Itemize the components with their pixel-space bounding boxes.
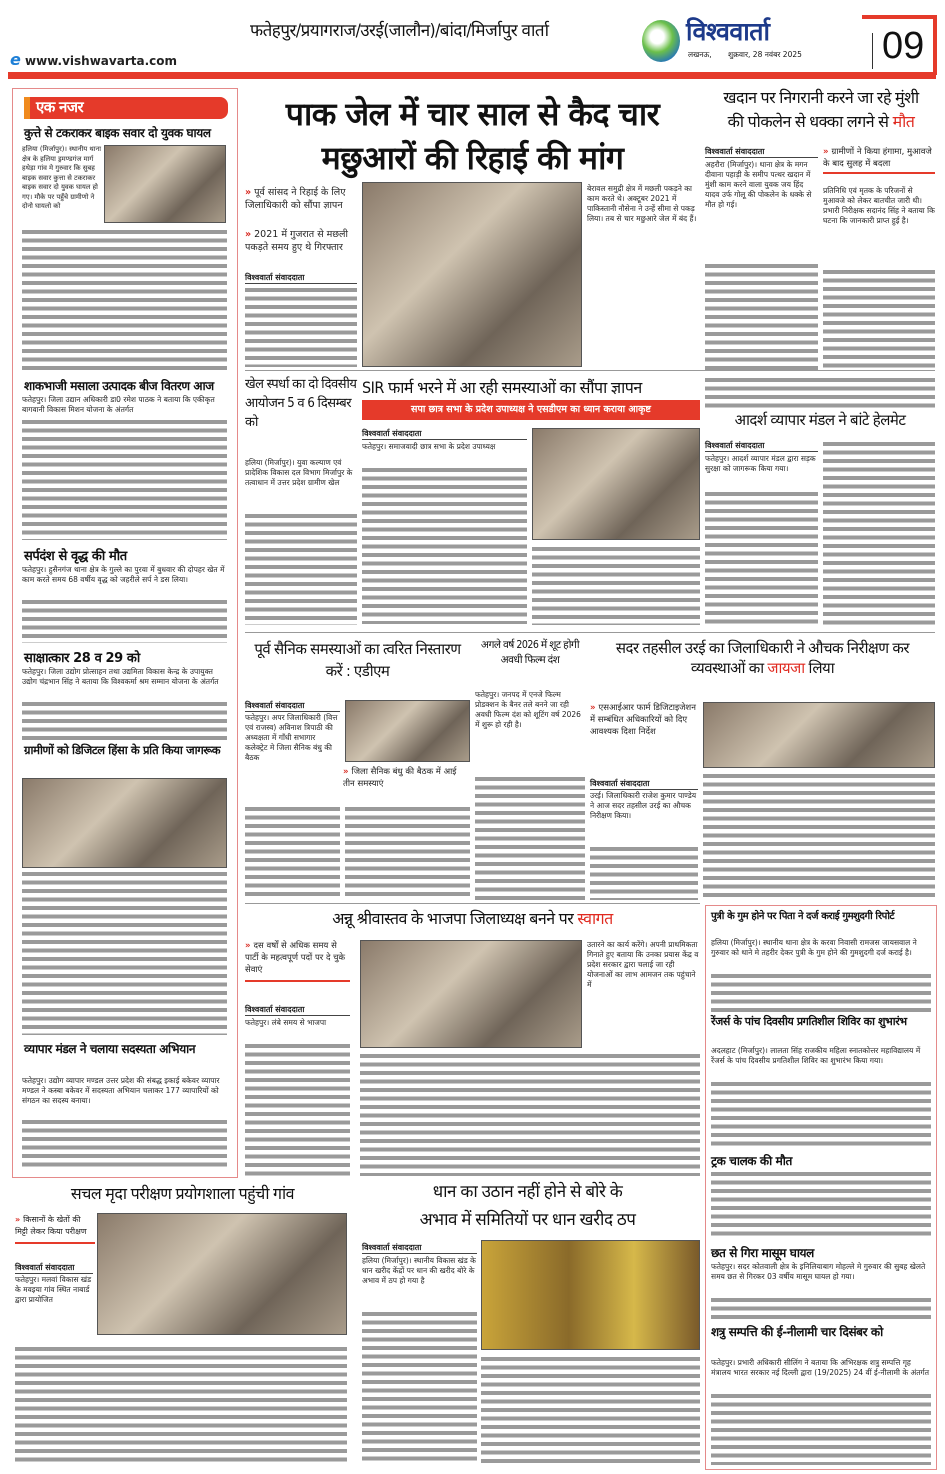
article-photo	[22, 778, 227, 868]
article-body	[481, 1355, 700, 1465]
article-body	[362, 1310, 477, 1465]
article-lede: हलिया (मिर्जापुर)। स्थानीय थाना क्षेत्र के करवा निवासी रामजस जायसवाल ने गुरुवार को थाने मे तहरीर देकर पुत्री के गुम होने की गुमशुदगी दर्ज कराई है।	[711, 938, 931, 958]
article-body	[705, 490, 818, 626]
byline: विश्ववार्ता संवाददाता	[362, 1242, 477, 1254]
article-body	[711, 1080, 931, 1148]
article-body	[532, 545, 700, 625]
article-body	[22, 228, 227, 370]
browser-e-icon: e	[10, 50, 21, 69]
soil-bullet: » किसानों के खेतों की मिट्टी लेकर किया परीक्षण	[15, 1214, 95, 1244]
helmet-headline: आदर्श व्यापार मंडल ने बांटे हेलमेट	[734, 411, 906, 429]
page-number-box	[862, 15, 937, 75]
article-body	[245, 1042, 350, 1176]
article-photo	[104, 145, 226, 223]
lead-headline: पाक जेल में चार साल से कैद चार मछुआरों की रिहाई की मांग	[285, 95, 660, 177]
article-body	[703, 772, 935, 900]
logo-icon	[642, 20, 680, 62]
sports-headline: खेल स्पर्धा का दो दिवसीय आयोजन 5 व 6 दिसम्बर को	[245, 377, 357, 430]
article-lede: फतेहपुर। जिला उद्यान अधिकारी डा0 रमेश पाठक ने बताया कि एकीकृत बागवानी विकास मिशन योजना के अंतर्गत	[22, 395, 227, 415]
article-body	[711, 1170, 931, 1240]
article-lede: फतेहपुर। जनपद में एनजे फिल्म प्रोडक्शन के बैनर तले बनने जा रही अवधी फिल्म दंश को शूटिंग वर्ष 2026 में शुरू हो रही है।	[475, 690, 585, 730]
article-body	[22, 418, 227, 540]
article-lede: अहरौरा (मिर्जापुर)। थाना क्षेत्र के मगन दीवाना पहाड़ी के समीप पत्थर खदान में मुंशी काम करने वाला युवक जय हिंद यादव उर्फ गोलू की पोकलेन के धक्के से मौत हो गई।	[705, 160, 818, 210]
article-body	[245, 512, 357, 625]
article-lede: फतेहपुर। जिला उद्योग प्रोत्साहन तथा उद्यमिता विकास केन्द्र के उपायुक्त उद्योग चंद्रभान सिंह ने बताया कि विश्वकर्मा श्रम सम्मान योजना के अंतर्गत	[22, 667, 227, 687]
sainik-headline: पूर्व सैनिक समस्याओं का त्वरित निस्तारण करें : एडीएम	[254, 640, 461, 680]
ek-nazar-banner: एक नजर	[24, 97, 228, 119]
article-lede: प्रतिनिधि एवं मृतक के परिजनों से मुआवजे को लेकर बातचीत जारी थी। प्रभारी निरीक्षक सदानंद सिंह ने बताया कि घटना कि जानकारी प्राप्त हुई है।	[823, 186, 935, 225]
headline: छत से गिरा मासूम घायल	[711, 1246, 814, 1260]
film-headline: अगले वर्ष 2026 में शूट होगी अवधी फिल्म दंश	[480, 639, 580, 666]
headline: शत्रु सम्पत्ति की ई-नीलामी चार दिसंबर को	[711, 1325, 883, 1339]
article-lede: फतेहपुर। मलवां विकास खंड के मवइया गांव स्थित नाबार्ड द्वारा प्रायोजित	[15, 1275, 92, 1304]
article-lede: उरई। जिलाधिकारी राजेश कुमार पाण्डेय ने आज सदर तहसील उरई का औचक निरीक्षण किया।	[590, 791, 697, 820]
lead-photo	[362, 182, 582, 367]
article-lede: अदलहाट (मिर्जापुर)। लालता सिंह राजकीय महिला स्नातकोत्तर महाविद्यालय में रेंजर्स के पांच दिवसीय प्रगतिशील शिविर का शुभारंभ किया गया।	[711, 1046, 931, 1066]
byline: विश्ववार्ता संवाददाता	[590, 778, 698, 790]
headline: साक्षात्कार 28 व 29 को	[24, 651, 140, 666]
byline: विश्ववार्ता संवाददाता	[705, 440, 818, 452]
paddy-photo	[481, 1240, 700, 1350]
section-rule	[245, 370, 935, 371]
article-lede: फतेहपुर। प्रभारी अधिकारी सीलिंग ने बताया कि अभिरक्षक शत्रु सम्पत्ति गृह मंत्रालय भारत सरकार नई दिल्ली द्वारा (19/2025) 24 वीं ई-नीलामी के अंतर्गत	[711, 1358, 930, 1377]
sir-photo	[532, 428, 700, 540]
lead-bullet: » 2021 में गुजरात से मछली पकड़ते समय हुए थे गिरफ्तार	[245, 229, 348, 253]
article-body	[823, 268, 935, 370]
byline: विश्ववार्ता संवाददाता	[705, 146, 818, 158]
website-link[interactable]: e www.vishwavarta.com	[10, 50, 177, 69]
lead-bullet: » पूर्व सांसद ने रिहाई के लिए जिलाधिकारी को सौंपा ज्ञापन	[245, 187, 346, 211]
headline: शाकभाजी मसाला उत्पादक बीज वितरण आज	[24, 379, 214, 393]
article-lede: फतेहपुर। समाजवादी छात्र सभा के प्रदेश उपाध्यक्ष	[362, 442, 527, 452]
article-body	[823, 440, 935, 626]
tehsil-headline: सदर तहसील उरई का जिलाधिकारी ने औचक निरीक्षण कर व्यवस्थाओं का जायजा लिया	[615, 639, 910, 677]
article-body	[475, 775, 585, 900]
headline: ग्रामीणों को डिजिटल हिंसा के प्रति किया जागरूक	[24, 743, 229, 758]
article-body	[22, 598, 227, 643]
article-lede: फतेहपुर। सदर कोतवाली क्षेत्र के इनिलियाबाग मोहल्ले मे गुरुवार की सुबह खेलते समय छत से गिरकर 03 वर्षीय मासूम घायल हो गया।	[711, 1262, 931, 1282]
headline: रेंजर्स के पांच दिवसीय प्रगतिशील शिविर का शुभारंभ	[711, 1015, 907, 1028]
article-body	[360, 1052, 700, 1176]
sainik-photo	[345, 700, 470, 762]
article-body	[245, 805, 340, 900]
header-rule	[8, 72, 936, 79]
byline: विश्ववार्ता संवाददाता	[245, 1004, 350, 1016]
article-body	[22, 700, 227, 740]
tehsil-bullet: » एसआईआर फार्म डिजिटाइजेशन में सम्बंधित अधिकारियों को दिए आवश्यक दिशा निर्देश	[590, 703, 696, 737]
page-number: 09	[882, 25, 925, 67]
article-body	[15, 1345, 347, 1465]
article-body	[590, 845, 698, 900]
byline: विश्ववार्ता संवाददाता	[245, 700, 340, 712]
article-lede: बेरावल समुद्री क्षेत्र में मछली पकड़ने का काम करते थे। अक्टूबर 2021 में पाकिस्तानी नौसेना ने उन्हें सीमा से पकड़ लिया। तब से चार मछुआरे जेल में बंद हैं।	[587, 184, 700, 364]
headline: कुत्ते से टकराकर बाइक सवार दो युवक घायल	[24, 126, 211, 140]
annu-bullet: » दस वर्षों से अधिक समय से पार्टी के महत्वपूर्ण पदों पर दे चुके सेवाएं	[245, 940, 350, 982]
mine-headline: खदान पर निगरानी करने जा रहे मुंशी की पोकलेन से धक्का लगने से मौत	[723, 88, 919, 131]
paddy-headline: धान का उठान नहीं होने से बोरे के अभाव में समितियों पर धान खरीद ठप	[419, 1182, 636, 1230]
article-lede: फतेहपुर। उद्योग व्यापार मण्डल उत्तर प्रदेश की संबद्ध इकाई बकेवर व्यापार मण्डल ने कस्बा बकेवर में सदस्यता अभियान चलाकर 177 व्यापारियों को संगठन का सदस्य बनाया।	[22, 1076, 227, 1106]
masthead: विश्ववार्ता	[686, 17, 770, 46]
article-lede: फतेहपुर। लंबे समय से भाजपा	[245, 1018, 350, 1028]
article-body	[711, 972, 931, 1012]
article-body	[362, 466, 527, 624]
byline: विश्ववार्ता संवाददाता	[362, 428, 527, 440]
article-body	[705, 262, 818, 370]
article-lede: फतेहपुर। हुसैनगंज थाना क्षेत्र के गुल्ले का पुरवा में बुधवार की दोपहर खेत में काम करते समय 68 वर्षीय वृद्ध को जहरीले सर्प ने डस लिया।	[22, 565, 227, 585]
byline: विश्ववार्ता संवाददाता	[15, 1262, 93, 1274]
sainik-bullet: » जिला सैनिक बंधु की बैठक में आई तीन समस्याएं	[343, 767, 457, 789]
tehsil-photo	[703, 702, 935, 768]
mine-bullet: » ग्रामीणों ने किया हंगामा, मुआवजे के बाद सुलह में बदला	[823, 146, 935, 174]
article-lede: हलिया (मिर्जापुर)। स्थानीय विकास खंड के धान खरीद केंद्रों पर धान की खरीद बोरे के अभाव में ठप हो गया है	[362, 1256, 476, 1285]
annu-headline: अन्नू श्रीवास्तव के भाजपा जिलाध्यक्ष बनने पर स्वागत	[332, 909, 613, 928]
section-rule	[245, 632, 935, 633]
article-body	[711, 1296, 931, 1322]
article-lede: हलिया (मिर्जापुर)। युवा कल्याण एवं प्रादेशिक विकास दल विभाग मिर्जापुर के तत्वाधान में उत्तर प्रदेश ग्रामीण खेल	[245, 458, 357, 488]
article-body	[705, 376, 935, 408]
sir-headline: SIR फार्म भरने में आ रही समस्याओं का सौंपा ज्ञापन	[362, 378, 642, 397]
article-lede: उतारने का कार्य करेंगे। अपनी प्राथमिकता गिनाते हुए बताया कि उनका प्रयास केंद्र व प्रदेश सरकार द्वारा चलाई जा रही योजनाओं का लाभ आमजन तक पहुंचाने में	[587, 940, 700, 1048]
headline: पुत्री के गुम होने पर पिता ने दर्ज कराई गुमशुदगी रिपोर्ट	[711, 911, 895, 922]
issue-date: शुक्रवार, 28 नवंबर 2025	[728, 50, 802, 59]
article-body	[22, 870, 227, 1035]
section-rule	[245, 903, 700, 904]
article-body	[22, 1118, 227, 1168]
article-lede: हलिया (मिर्जापुर)। स्थानीय थाना क्षेत्र के हलिया ड्रमण्डगंज मार्ग हथेड़ा गांव मे गुरुवार कि सुबह बाइक सवार कुत्ता से टकराकर बाइक सवार दो युवक घायल हो गए। मौके पर पहुँचे ग्रामीणो ने दोनो घायलो को	[22, 145, 102, 225]
headline: व्यापार मंडल ने चलाया सदस्यता अभियान	[24, 1042, 196, 1056]
byline: विश्ववार्ता संवाददाता	[245, 272, 357, 284]
soil-headline: सचल मृदा परीक्षण प्रयोगशाला पहुंची गांव	[70, 1184, 295, 1203]
headline: सर्पदंश से वृद्ध की मौत	[24, 549, 127, 564]
headline: ट्रक चालक की मौत	[711, 1154, 792, 1168]
article-body	[711, 1392, 931, 1465]
issue-city: लखनऊ,	[688, 50, 712, 59]
annu-photo	[360, 940, 582, 1048]
edition-list: फतेहपुर/प्रयागराज/उरई(जालौन)/बांदा/मिर्जापुर वार्ता	[250, 21, 549, 41]
sir-band: सपा छात्र सभा के प्रदेश उपाध्यक्ष ने एसडीएम का ध्यान कराया आकृष्ट	[362, 400, 700, 420]
article-body	[345, 805, 470, 900]
article-lede: फतेहपुर। आदर्श व्यापार मंडल द्वारा सड़क सुरक्षा को जागरूक किया गया।	[705, 454, 818, 474]
soil-photo	[97, 1213, 347, 1335]
article-lede: फतेहपुर। अपर जिलाधिकारी (वित्त एवं राजस्व) अविनाश त्रिपाठी की अध्यक्षता में गाँधी सभागार कलेक्ट्रेट मे जिला सैनिक बंधु की बैठक	[245, 713, 340, 763]
article-body	[245, 286, 357, 367]
